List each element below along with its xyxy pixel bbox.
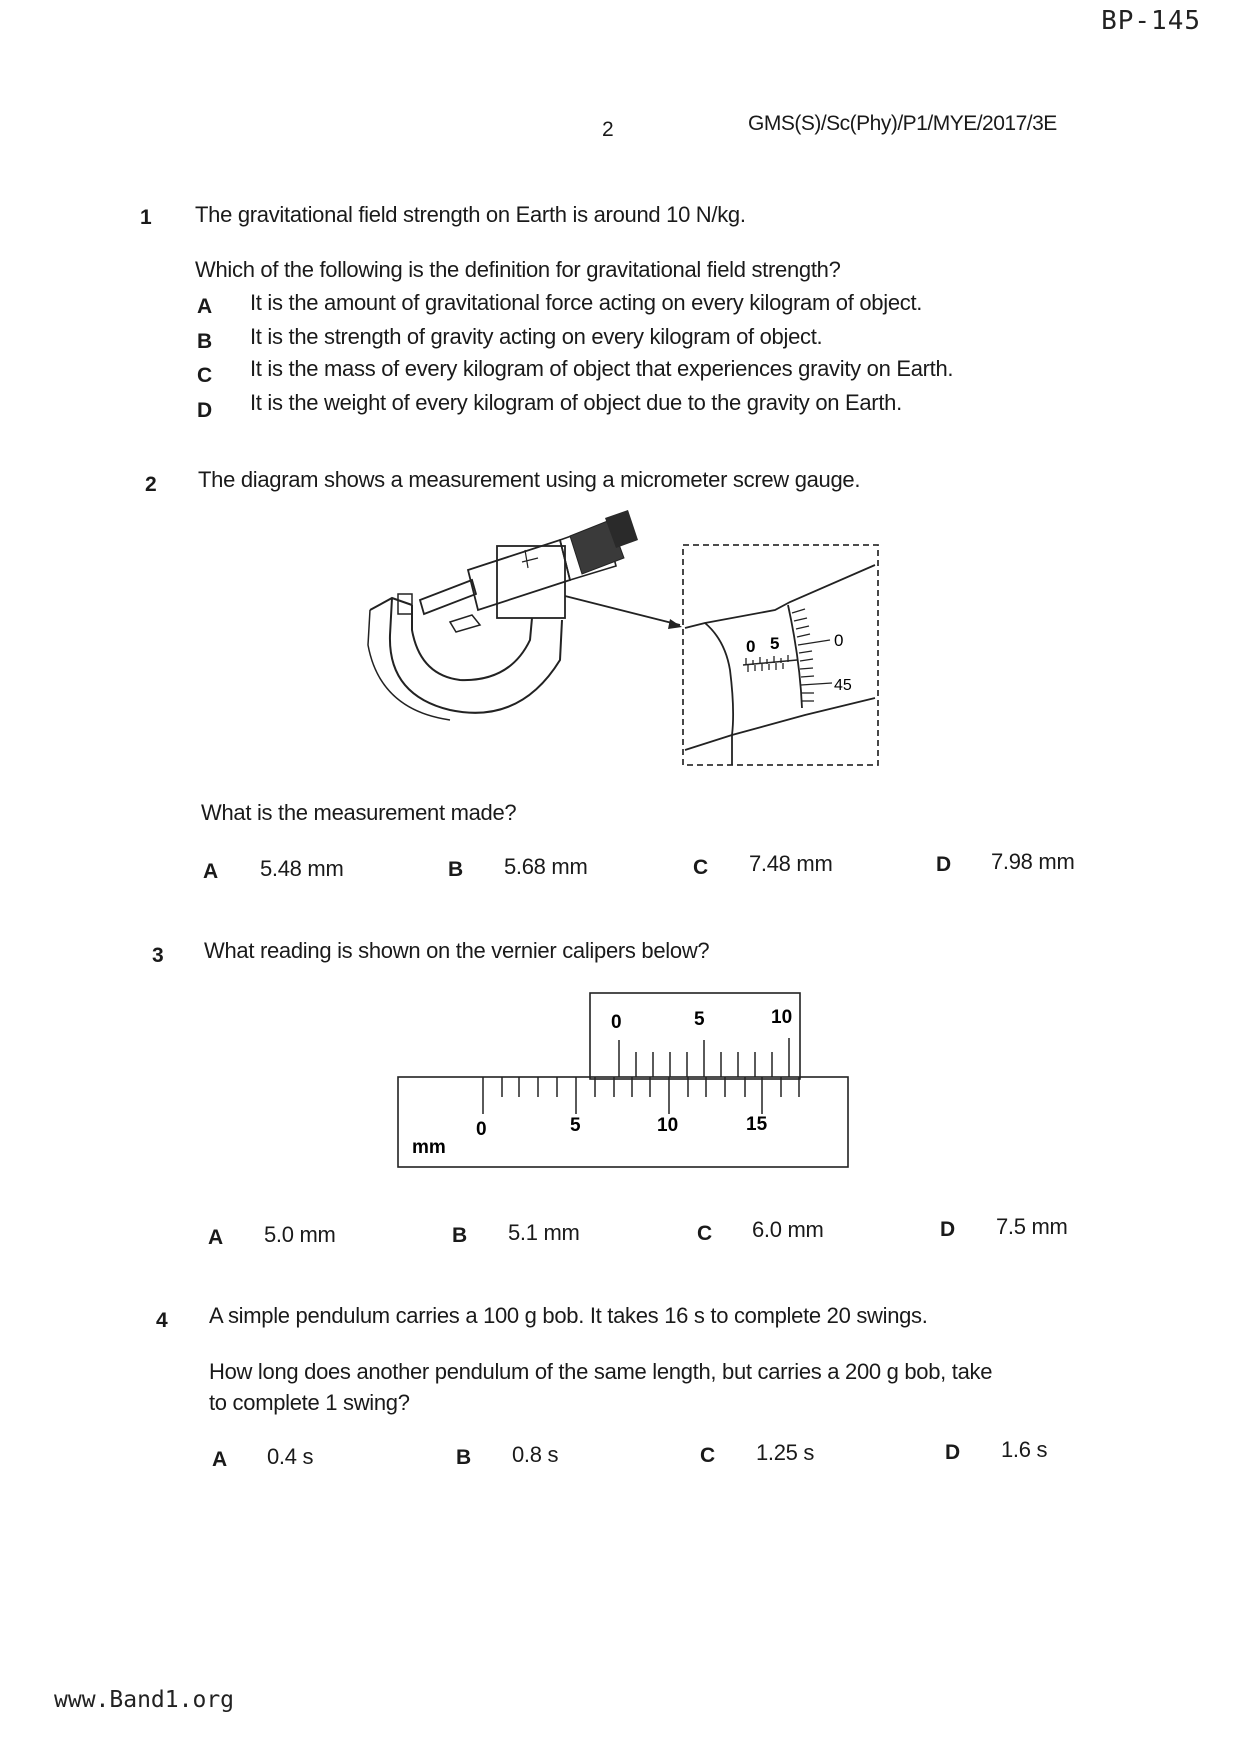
question-number: 2 [145, 473, 157, 496]
option-letter: A [203, 860, 219, 883]
option-text: 0.4 s [267, 1444, 314, 1469]
option-text: 7.48 mm [749, 851, 833, 876]
option-text: It is the weight of every kilogram of object due to the gravity on Earth. [250, 390, 902, 415]
option-letter: C [700, 1444, 716, 1467]
vernier-label-0: 0 [611, 1012, 622, 1033]
option-letter: B [452, 1224, 468, 1247]
main-scale-label-15: 15 [746, 1114, 768, 1135]
option-text: 1.6 s [1001, 1437, 1048, 1462]
question-prompt-line-2: to complete 1 swing? [209, 1390, 410, 1415]
question-number: 4 [156, 1309, 168, 1332]
main-scale-label-5: 5 [570, 1115, 581, 1136]
main-scale-label-10: 10 [657, 1115, 679, 1136]
option-letter: C [693, 856, 709, 879]
question-stem: The diagram shows a measurement using a micrometer screw gauge. [198, 467, 861, 492]
question-number: 1 [140, 206, 152, 229]
thimble-label-0: 0 [834, 631, 844, 650]
paper-code: GMS(S)/Sc(Phy)/P1/MYE/2017/3E [748, 112, 1057, 135]
option-text: 5.68 mm [504, 854, 588, 879]
main-scale-label-0: 0 [476, 1119, 487, 1140]
option-text: 5.0 mm [264, 1222, 336, 1247]
option-text: 5.1 mm [508, 1220, 580, 1245]
option-letter: D [936, 853, 952, 876]
document-id-stamp: BP-145 [1101, 6, 1201, 36]
question-stem: The gravitational field strength on Earth is around 10 N/kg. [195, 202, 746, 227]
option-text: 6.0 mm [752, 1217, 824, 1242]
option-text: It is the amount of gravitational force acting on every kilogram of object. [250, 290, 923, 315]
option-text: 1.25 s [756, 1440, 815, 1465]
option-letter: B [197, 330, 213, 353]
option-letter: A [212, 1448, 228, 1471]
option-letter: C [697, 1222, 713, 1245]
question-number: 3 [152, 944, 164, 967]
vernier-label-10: 10 [771, 1007, 793, 1028]
question-prompt-line-1: How long does another pendulum of the same length, but carries a 200 g bob, take [209, 1359, 993, 1384]
vernier-label-5: 5 [694, 1009, 705, 1030]
option-letter: D [940, 1218, 956, 1241]
sleeve-label-0: 0 [746, 637, 756, 656]
question-prompt: What is the measurement made? [201, 800, 517, 825]
option-letter: B [448, 858, 464, 881]
page-number: 2 [602, 118, 614, 141]
option-letter: A [197, 295, 213, 318]
option-letter: D [197, 399, 213, 422]
vernier-calipers-diagram [395, 990, 855, 1170]
option-text: 5.48 mm [260, 856, 344, 881]
option-text: 7.5 mm [996, 1214, 1068, 1239]
question-prompt: Which of the following is the definition for gravitational field strength? [195, 257, 841, 282]
micrometer-diagram [360, 510, 910, 770]
option-text: 7.98 mm [991, 849, 1075, 874]
thimble-label-45: 45 [834, 677, 852, 694]
option-text: 0.8 s [512, 1442, 559, 1467]
option-text: It is the strength of gravity acting on every kilogram of object. [250, 324, 823, 349]
watermark-text: www.Band1.org [54, 1687, 235, 1713]
option-letter: C [197, 364, 213, 387]
option-text: It is the mass of every kilogram of object that experiences gravity on Earth. [250, 356, 954, 381]
sleeve-label-5: 5 [770, 634, 780, 653]
question-stem: What reading is shown on the vernier calipers below? [204, 938, 710, 963]
option-letter: D [945, 1441, 961, 1464]
unit-label: mm [412, 1137, 446, 1158]
option-letter: B [456, 1446, 472, 1469]
question-stem: A simple pendulum carries a 100 g bob. It takes 16 s to complete 20 swings. [209, 1303, 928, 1328]
option-letter: A [208, 1226, 224, 1249]
